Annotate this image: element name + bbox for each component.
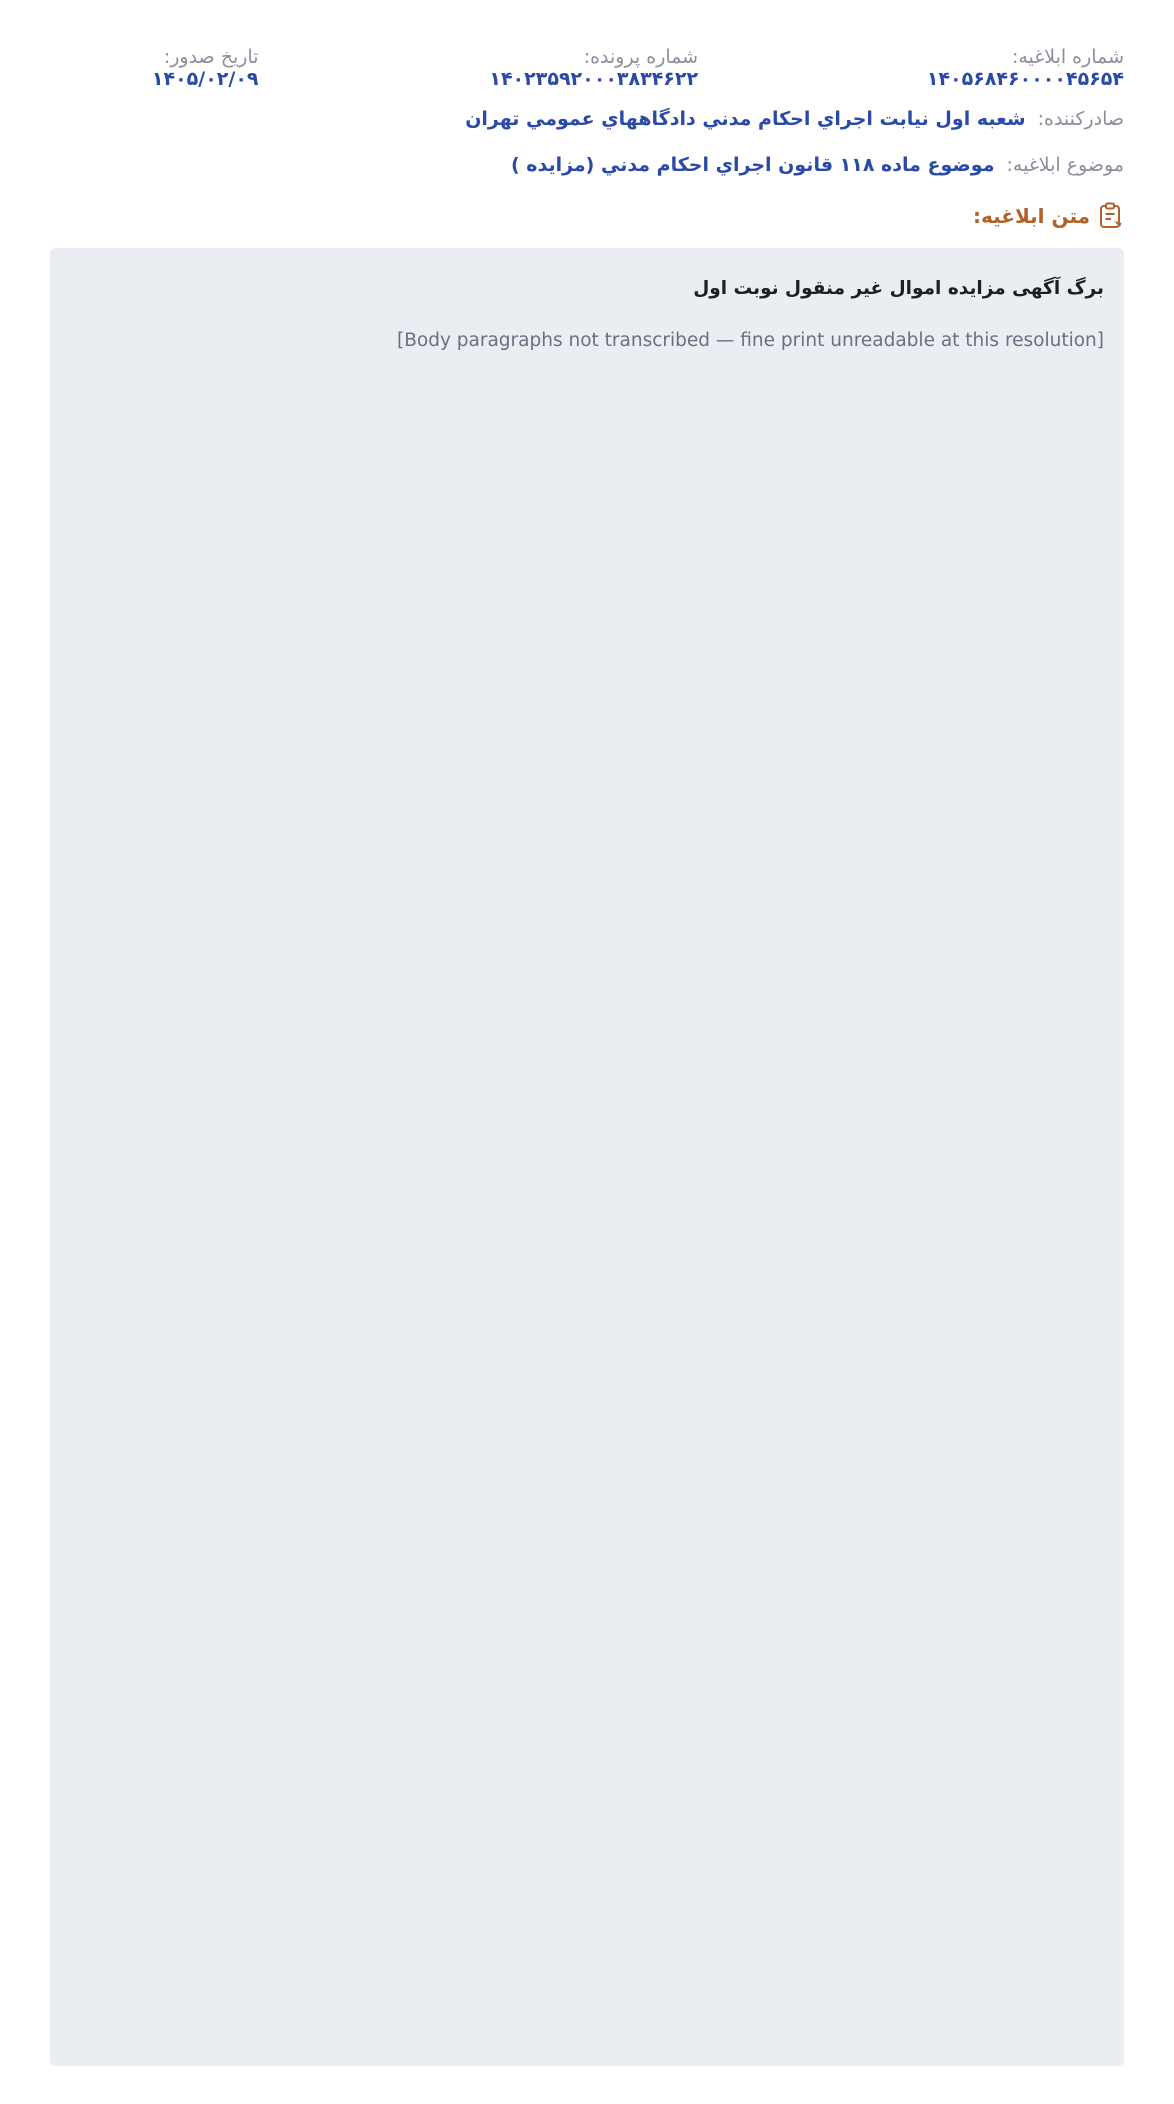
notice-number-field [810,46,1124,90]
file-number-field [371,46,699,90]
issuer-label: صادرکننده: [1037,108,1124,130]
notice-body-panel [50,248,1124,2066]
subject-label: موضوع ابلاغیه: [1006,154,1124,176]
issuer: شعبه اول نیابت اجراي احکام مدني دادگاههاي عمومي تهران [465,108,1026,130]
document-icon [1098,202,1124,230]
file-number: ۱۴۰۲۳۵۹۲۰۰۰۳۸۳۴۶۲۲ [489,68,699,90]
issue-date-field [50,46,259,90]
meta-row-top [50,46,1124,90]
issue-date: ۱۴۰۵/۰۲/۰۹ [151,68,259,90]
issuer-field [50,108,1124,130]
file-number-label: شماره پرونده: [583,46,699,68]
notice-heading: برگ آگهی مزایده اموال غیر منقول نوبت اول [693,278,1104,299]
issue-date-label: تاریخ صدور: [163,46,259,68]
body-placeholder: [Body paragraphs not transcribed — fine print unreadable at this resolution] [396,329,1104,351]
subject: موضوع ماده ۱۱۸ قانون اجراي احکام مدني (مزايده ) [510,154,995,176]
subject-field [50,154,1124,176]
body-section-title [50,202,1124,230]
section-title-text: متن ابلاغیه: [972,204,1090,228]
notice-number: ۱۴۰۵۶۸۴۶۰۰۰۰۴۵۶۵۴ [926,68,1124,90]
notice-number-label: شماره ابلاغیه: [1011,46,1124,68]
